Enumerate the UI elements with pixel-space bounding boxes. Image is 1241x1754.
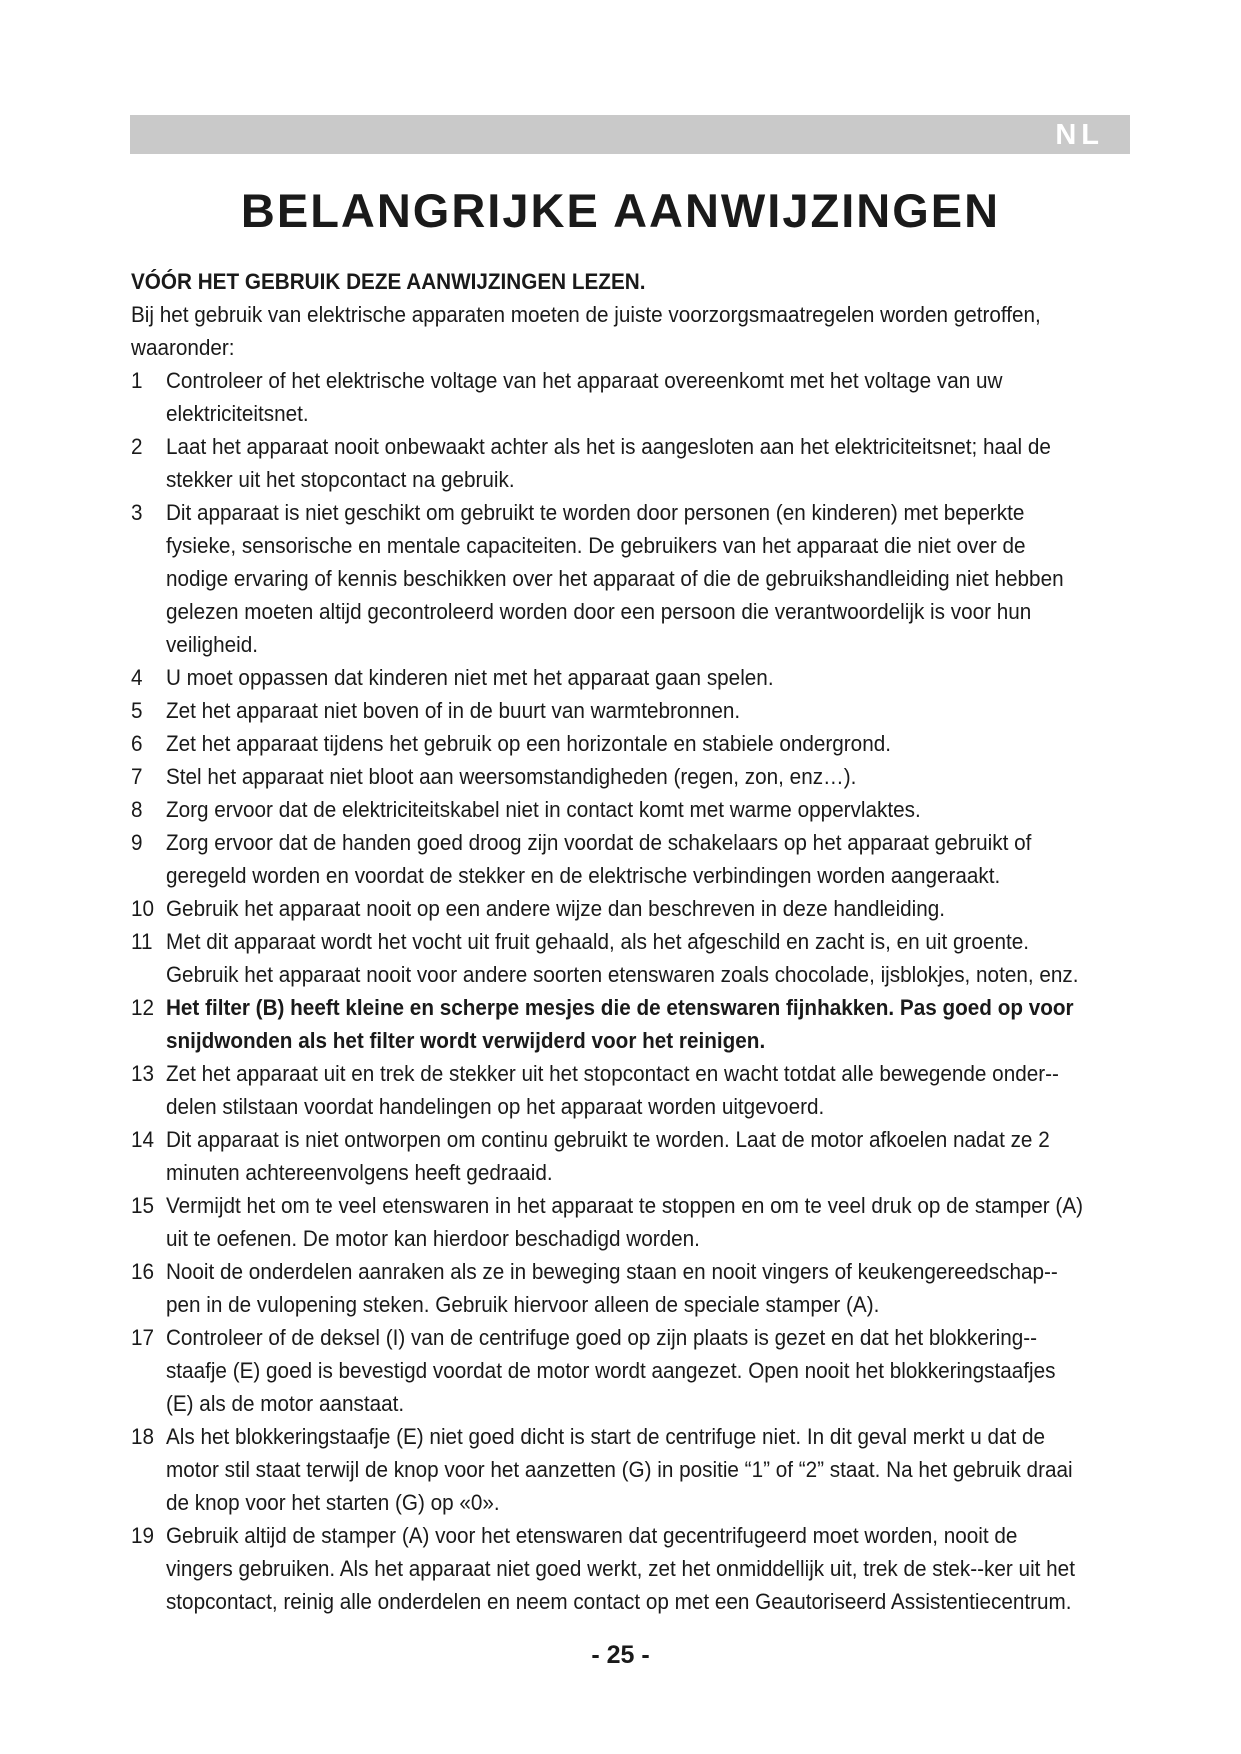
list-item bbox=[131, 760, 1088, 793]
item-number: 8 bbox=[131, 797, 143, 822]
list-item bbox=[131, 793, 1088, 826]
item-text: Zet het apparaat niet boven of in de buurt van warmtebronnen. bbox=[165, 698, 741, 723]
item-number: 10 bbox=[131, 896, 155, 921]
item-number: 1 bbox=[131, 368, 143, 393]
item-text: Als het blokkeringstaafje (E) niet goed dicht is start de centrifuge niet. In dit geval merkt u dat de motor stil staat terwijl de knop voor het aanzetten (G) in positie “1” of “2” staat. Na het gebruik draai de knop voor het starten (G) op «0». bbox=[165, 1424, 1073, 1515]
item-number: 3 bbox=[131, 500, 143, 525]
list-item bbox=[131, 826, 1088, 892]
item-text: Controleer of de deksel (I) van de centrifuge goed op zijn plaats is gezet en dat het blokkering--staafje (E) goed is bevestigd voordat de motor wordt aangezet. Open nooit het blokkeringstaafjes (E) als de motor aanstaat. bbox=[165, 1325, 1056, 1416]
list-item bbox=[131, 694, 1088, 727]
list-item bbox=[131, 892, 1088, 925]
item-number: 5 bbox=[131, 698, 143, 723]
item-number: 2 bbox=[131, 434, 143, 459]
intro-paragraph: Bij het gebruik van elektrische apparaten moeten de juiste voorzorgsmaatregelen worden getroffen, waaronder: bbox=[131, 302, 1041, 360]
item-number: 11 bbox=[131, 929, 153, 954]
section-subtitle: VÓÓR HET GEBRUIK DEZE AANWIJZINGEN LEZEN. bbox=[131, 269, 646, 294]
list-item bbox=[131, 1189, 1088, 1255]
list-item bbox=[131, 1255, 1088, 1321]
item-number: 9 bbox=[131, 830, 143, 855]
item-text: Met dit apparaat wordt het vocht uit fruit gehaald, als het afgeschild en zacht is, en uit groente. Gebruik het apparaat nooit voor andere soorten etenswaren zoals chocolade, ijsblokjes, noten, enz. bbox=[165, 929, 1079, 987]
item-text: Gebruik het apparaat nooit op een andere wijze dan beschreven in deze handleiding. bbox=[165, 896, 946, 921]
item-text: Vermijdt het om te veel etenswaren in het apparaat te stoppen en om te veel druk op de stamper (A) uit te oefenen. De motor kan hierdoor beschadigd worden. bbox=[165, 1193, 1084, 1251]
list-item bbox=[131, 496, 1088, 661]
item-text: Zorg ervoor dat de handen goed droog zijn voordat de schakelaars op het apparaat gebruikt of geregeld worden en voordat de stekker en de elektrische verbindingen worden aangeraakt. bbox=[165, 830, 1032, 888]
item-number: 13 bbox=[131, 1061, 155, 1086]
item-number: 7 bbox=[131, 764, 143, 789]
item-text: Controleer of het elektrische voltage van het apparaat overeenkomt met het voltage van uw elektriciteitsnet. bbox=[165, 368, 1003, 426]
instructions-list bbox=[131, 364, 1088, 1618]
item-text: Dit apparaat is niet ontworpen om continu gebruikt te worden. Laat de motor afkoelen nadat ze 2 minuten achtereenvolgens heeft gedraaid. bbox=[165, 1127, 1050, 1185]
language-bar bbox=[130, 115, 1130, 154]
item-text: Zorg ervoor dat de elektriciteitskabel niet in contact komt met warme oppervlaktes. bbox=[165, 797, 921, 822]
item-text: Stel het apparaat niet bloot aan weersomstandigheden (regen, zon, enz…). bbox=[165, 764, 857, 789]
list-item bbox=[131, 925, 1088, 991]
list-item bbox=[131, 364, 1088, 430]
list-item bbox=[131, 661, 1088, 694]
item-text: Zet het apparaat uit en trek de stekker uit het stopcontact en wacht totdat alle bewegende onder--delen stilstaan voordat handelingen op het apparaat worden uitgevoerd. bbox=[165, 1061, 1059, 1119]
list-item bbox=[131, 1321, 1088, 1420]
item-number: 17 bbox=[131, 1325, 155, 1350]
item-number: 14 bbox=[131, 1127, 155, 1152]
page-title: BELANGRIJKE AANWIJZINGEN bbox=[240, 184, 1001, 237]
list-item bbox=[131, 727, 1088, 760]
item-number: 19 bbox=[131, 1523, 155, 1548]
list-item bbox=[131, 1123, 1088, 1189]
item-text: Gebruik altijd de stamper (A) voor het etenswaren dat gecentrifugeerd moet worden, nooit de vingers gebruiken. Als het apparaat niet goed werkt, zet het onmiddellijk uit, trek de stek--ker uit het stopcontact, reinig alle onderdelen en neem contact op met een Geautoriseerd Assistentiecentrum. bbox=[165, 1523, 1075, 1614]
item-number: 4 bbox=[131, 665, 143, 690]
warning-list-item bbox=[131, 991, 1088, 1057]
item-number: 15 bbox=[131, 1193, 155, 1218]
instructions-body bbox=[131, 265, 1088, 1618]
list-item bbox=[131, 430, 1088, 496]
item-text: U moet oppassen dat kinderen niet met het apparaat gaan spelen. bbox=[165, 665, 774, 690]
item-text: Laat het apparaat nooit onbewaakt achter als het is aangesloten aan het elektriciteitsnet; haal de stekker uit het stopcontact na gebruik. bbox=[165, 434, 1051, 492]
item-number: 6 bbox=[131, 731, 143, 756]
item-number: 18 bbox=[131, 1424, 155, 1449]
item-text: Zet het apparaat tijdens het gebruik op een horizontale en stabiele ondergrond. bbox=[165, 731, 891, 756]
item-text: Het filter (B) heeft kleine en scherpe mesjes die de etenswaren fijnhakken. Pas goed op voor snijdwonden als het filter wordt verwijderd voor het reinigen. bbox=[165, 995, 1074, 1053]
language-code: NL bbox=[1055, 119, 1104, 151]
item-text: Dit apparaat is niet geschikt om gebruikt te worden door personen (en kinderen) met beperkte fysieke, sensorische en mentale capaciteiten. De gebruikers van het apparaat die niet over de nodige ervaring of kennis beschikken over het apparaat of die de gebruikshandleiding niet hebben gelezen moeten altijd gecontroleerd worden door een persoon die verantwoordelijk is voor hun veiligheid. bbox=[165, 500, 1064, 657]
item-number: 16 bbox=[131, 1259, 155, 1284]
item-text: Nooit de onderdelen aanraken als ze in beweging staan en nooit vingers of keukengereedschap--pen in de vulopening steken. Gebruik hiervoor alleen de speciale stamper (A). bbox=[165, 1259, 1058, 1317]
list-item bbox=[131, 1057, 1088, 1123]
page-number: - 25 - bbox=[591, 1641, 650, 1669]
item-number: 12 bbox=[131, 995, 155, 1020]
list-item bbox=[131, 1519, 1088, 1618]
list-item bbox=[131, 1420, 1088, 1519]
